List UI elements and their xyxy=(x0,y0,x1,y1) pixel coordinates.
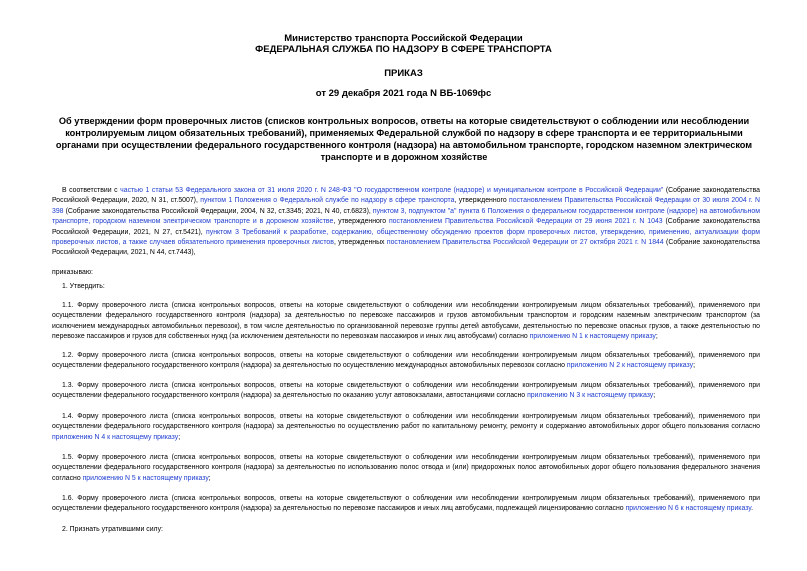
order-word: приказываю: xyxy=(52,269,93,276)
link-appendix-6[interactable]: приложению N 6 к настоящему приказу xyxy=(625,505,752,513)
link-requirements-point-3[interactable]: пунктом 3 Требований к разработке, содержанию, общественному обсуждению проектов форм проверочных листов, утверждению, применению, актуализации форм проверочных листов, а также случаев обязательного применения проверочных листов xyxy=(52,228,760,247)
preamble-text: (Собрание законодательства Российской Федерации, 2020, N 31, ст.5007), xyxy=(52,187,760,205)
document-date-number: от 29 декабря 2021 года N ВБ-1069фс xyxy=(315,88,492,99)
link-appendix-5[interactable]: приложению N 5 к настоящему приказу xyxy=(82,474,209,482)
document-title: Об утверждении форм проверочных листов (списков контрольных вопросов, ответы на которые свидетельствуют о соблюдении или несоблюдении контролируемым лицом обязательных требований), применяемых Федеральной службой по надзору в сфере транспорта и ее территориальными органами при осуществлении федерального государственного контроля (надзора) на автомобильном транспорте, городском наземном электрическом транспорте и в дорожном хозяйстве xyxy=(55,116,753,162)
item2-heading: 2. Признать утратившими силу: xyxy=(62,526,163,533)
preamble-text: , утвержденного xyxy=(333,218,389,226)
preamble-text: , утвержденного xyxy=(454,197,510,205)
link-resolution-1844[interactable]: постановлением Правительства Российской Федерации от 27 октября 2021 г. N 1844 xyxy=(386,239,664,247)
preamble-text: В соответствии с xyxy=(62,187,121,194)
link-resolution-398[interactable]: постановлением Правительства Российской Федерации от 30 июля 2004 г. N 398 xyxy=(52,197,760,215)
link-resolution-1043[interactable]: постановлением Правительства Российской Федерации от 29 июня 2021 г. N 1043 xyxy=(388,218,663,226)
item-1-6 xyxy=(52,494,760,515)
item-text: 1.4. Форму проверочного листа (списка контрольных вопросов, ответы на которые свидетельствуют о соблюдении или несоблюдении контролируемым лицом обязательных требований), применяемого при осуществлении федерального государственного контроля (надзора) за деятельностью по осуществлению работ по капитальному ремонту, ремонту и содержанию автомобильных дорог общего пользования согласно xyxy=(52,413,760,431)
preamble-paragraph xyxy=(52,186,760,259)
item1-heading: 1. Утвердить: xyxy=(62,283,105,290)
link-appendix-2[interactable]: приложению N 2 к настоящему приказу xyxy=(566,362,694,370)
item-text: 1.1. Форму проверочного листа (списка контрольных вопросов, ответы на которые свидетельствуют о соблюдении или несоблюдении контролируемым лицом обязательных требований), применяемого при осуществлении федерального государственного контроля (надзора) за деятельностью по перевозке пассажиров и грузов автомобильным транспортом и городским наземным электрическим транспортом (за исключением международных автомобильных перевозок), в том числе деятельностью по организованной перевозке группы детей автобусами, деятельностью по перевозке опасных грузов, а также деятельностью по перевозке пассажиров и грузов для собственных нужд (за исключением деятельности по перевозкам пассажиров и иных лиц автобусами) согласно xyxy=(52,302,760,341)
preamble-text: (Собрание законодательства Российской Федерации, 2004, N 32, ст.3345; 2021, N 40, ст.6823), xyxy=(63,207,373,215)
item-end: ; xyxy=(655,333,658,341)
item-end: ; xyxy=(208,474,211,482)
item-1-3 xyxy=(52,381,760,402)
item-text: 1.6. Форму проверочного листа (списка контрольных вопросов, ответы на которые свидетельствуют о соблюдении или несоблюдении контролируемым лицом обязательных требований), применяемого при осуществлении федерального государственного контроля (надзора) за деятельностью по перевозке пассажиров и иных лиц автобусами, подлежащей лицензированию согласно xyxy=(52,495,760,513)
link-appendix-1[interactable]: приложению N 1 к настоящему приказу xyxy=(529,333,656,341)
item-1-5 xyxy=(52,453,760,484)
item-text: 1.5. Форму проверочного листа (списка контрольных вопросов, ответы на которые свидетельствуют о соблюдении или несоблюдении контролируемым лицом обязательных требований), применяемого при осуществлении федерального государственного контроля (надзора) за деятельностью по использованию полос отвода и (или) придорожных полос автомобильных дорог общего пользования федерального значения согласно xyxy=(52,454,760,482)
preamble-text: (Собрание законодательства Российской Федерации, 2021, N 27, ст.5421), xyxy=(52,218,760,236)
preamble-text: (Собрание законодательства Российской Федерации, 2021, N 44, ст.7443), xyxy=(52,239,760,257)
link-appendix-4[interactable]: приложению N 4 к настоящему приказу xyxy=(52,433,179,441)
item-end: ; xyxy=(693,362,695,370)
item-1-2 xyxy=(52,351,760,372)
preamble-text: , утвержденных xyxy=(333,239,387,247)
item-text: 1.3. Форму проверочного листа (списка контрольных вопросов, ответы на которые свидетельствуют о соблюдении или несоблюдении контролируемым лицом обязательных требований), применяемого при осуществлении федерального государственного контроля (надзора) за деятельностью по оказанию услуг автовокзалами, автостанциями согласно xyxy=(52,382,760,400)
item-end: . xyxy=(751,505,753,513)
item-text: 1.2. Форму проверочного листа (списка контрольных вопросов, ответы на которые свидетельствуют о соблюдении или несоблюдении контролируемым лицом обязательных требований), применяемого при осуществлении федерального государственного контроля (надзора) за деятельностью по осуществлению международных автомобильных перевозок согласно xyxy=(52,352,760,370)
link-appendix-3[interactable]: приложению N 3 к настоящему приказу xyxy=(527,392,654,400)
item-1-1 xyxy=(52,301,760,343)
link-regulation-point-3[interactable]: пунктом 3, подпунктом "а" пункта 6 Положения о федеральном государственном контроле (надзоре) на автомобильном транспорте, городском наземном электрическом транспорте и в дорожном хозяйстве xyxy=(52,207,761,226)
document-type: ПРИКАЗ xyxy=(384,68,423,79)
item-end: ; xyxy=(178,433,181,441)
link-law-248[interactable]: частью 1 статьи 53 Федерального закона от 31 июля 2020 г. N 248-ФЗ "О государственном контроле (надзоре) и муниципальном контроле в Российской Федерации" xyxy=(120,187,664,194)
service-name: ФЕДЕРАЛЬНАЯ СЛУЖБА ПО НАДЗОРУ В СФЕРЕ ТРАНСПОРТА xyxy=(255,44,552,55)
item-end: ; xyxy=(653,392,656,400)
link-regulation-point-1[interactable]: пунктом 1 Положения о Федеральной службе по надзору в сфере транспорта xyxy=(200,197,455,205)
ministry-name: Министерство транспорта Российской Федерации xyxy=(284,33,523,44)
item-1-4 xyxy=(52,412,760,443)
